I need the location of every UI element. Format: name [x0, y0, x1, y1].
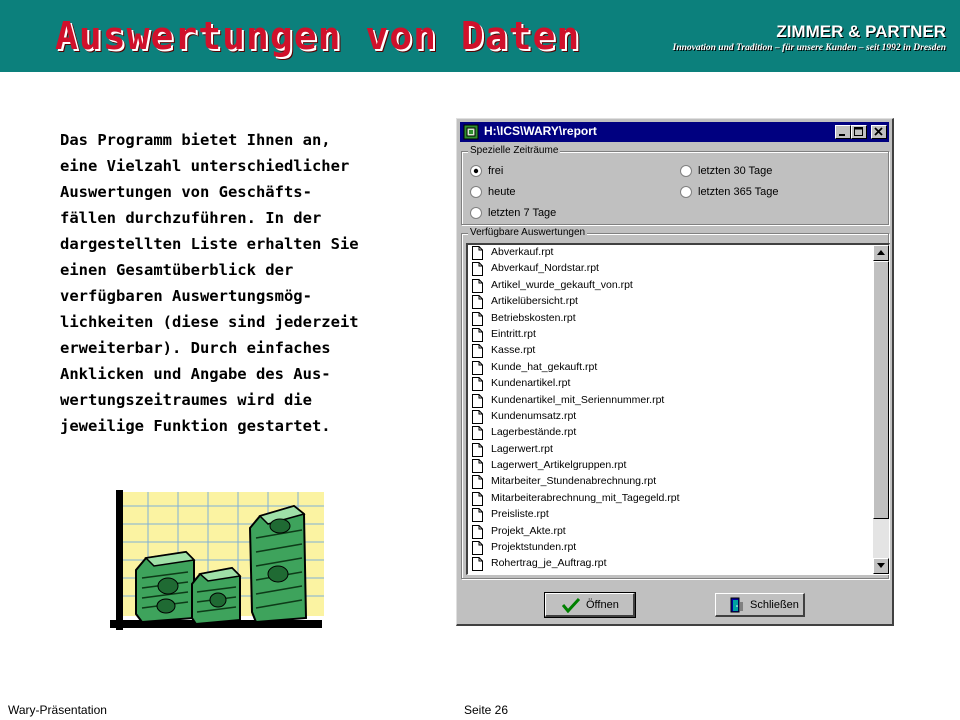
report-name: Mitarbeiterabrechnung_mit_Tagegeld.rpt [491, 491, 680, 504]
reports-group [461, 227, 889, 579]
maximize-button[interactable] [851, 125, 867, 139]
list-item[interactable] [470, 425, 874, 441]
list-item[interactable] [470, 245, 874, 261]
document-icon [472, 377, 483, 391]
document-icon [472, 508, 483, 522]
list-item[interactable] [470, 442, 874, 458]
radio-unchecked-icon [470, 207, 482, 219]
radio-label: letzten 30 Tage [698, 165, 773, 177]
door-icon [728, 597, 744, 613]
company-slogan: Innovation und Tradition – für unsere Kunden – seit 1992 in Dresden [672, 43, 946, 53]
intro-text [60, 127, 405, 439]
list-item[interactable] [470, 491, 874, 507]
report-name: Artikel_wurde_gekauft_von.rpt [491, 278, 633, 291]
report-dialog [456, 118, 894, 626]
report-name: Mitarbeiter_Stundenabrechnung.rpt [491, 475, 657, 488]
minimize-button[interactable] [835, 125, 851, 139]
report-name: Preisliste.rpt [491, 508, 549, 521]
dialog-title: H:\ICS\WARY\report [484, 124, 597, 138]
minimize-icon [838, 127, 848, 137]
radio-unchecked-icon [680, 186, 692, 198]
checkmark-icon [562, 597, 580, 613]
document-icon [472, 295, 483, 309]
list-item[interactable] [470, 474, 874, 490]
intro-line: einen Gesamtüberblick der [60, 261, 294, 279]
list-item[interactable] [470, 327, 874, 343]
list-item[interactable] [470, 294, 874, 310]
intro-line: dargestellten Liste erhalten Sie [60, 235, 359, 253]
radio-unchecked-icon [680, 165, 692, 177]
list-item[interactable] [470, 393, 874, 409]
document-icon [472, 475, 483, 489]
timeframe-group [461, 145, 889, 225]
company-branding [673, 22, 946, 53]
report-name: Kundenartikel.rpt [491, 377, 571, 390]
vertical-scrollbar[interactable] [873, 245, 889, 574]
document-icon [472, 525, 483, 539]
intro-line: wertungszeitraumes wird die [60, 391, 312, 409]
report-name: Abverkauf_Nordstar.rpt [491, 262, 599, 275]
document-icon [472, 328, 483, 342]
list-item[interactable] [470, 507, 874, 523]
intro-line: Auswertungen von Geschäfts- [60, 183, 312, 201]
arrow-up-icon [877, 250, 885, 256]
close-button-label: Schließen [750, 599, 799, 611]
reports-group-label: Verfügbare Auswertungen [470, 227, 586, 238]
intro-line: lichkeiten (diese sind jederzeit [60, 313, 359, 331]
document-icon [472, 262, 483, 276]
timeframe-group-label: Spezielle Zeiträume [470, 145, 559, 156]
document-icon [472, 312, 483, 326]
list-item[interactable] [470, 278, 874, 294]
report-name: Rohertrag_je_Auftrag.rpt [491, 557, 607, 570]
dialog-titlebar[interactable] [460, 122, 889, 142]
report-name: Abverkauf.rpt [491, 246, 554, 258]
document-icon [472, 394, 483, 408]
radio-label: letzten 7 Tage [488, 207, 557, 219]
intro-line: Das Programm bietet Ihnen an, [60, 131, 331, 149]
list-item[interactable] [470, 343, 874, 359]
report-name: Betriebskosten.rpt [491, 311, 576, 324]
report-name: Kundenumsatz.rpt [491, 409, 577, 422]
document-icon [472, 279, 483, 293]
header-band [0, 0, 960, 72]
close-button[interactable] [715, 593, 805, 617]
document-icon [472, 426, 483, 440]
document-icon [472, 459, 483, 473]
slide-title: Auswertungen von Daten [55, 14, 581, 58]
arrow-down-icon [877, 563, 885, 569]
footer-presentation-name: Wary-Präsentation [8, 703, 107, 717]
document-icon [472, 541, 483, 555]
radio-label: heute [488, 186, 516, 198]
report-name: Eintritt.rpt [491, 327, 536, 340]
reports-listbox[interactable] [466, 243, 890, 575]
open-button-label: Öffnen [586, 599, 619, 611]
list-item[interactable] [470, 360, 874, 376]
radio-unchecked-icon [470, 186, 482, 198]
document-icon [472, 443, 483, 457]
intro-line: jeweilige Funktion gestartet. [60, 417, 331, 435]
radio-checked-icon [470, 165, 482, 177]
scroll-down-button[interactable] [873, 558, 889, 574]
report-name: Projektstunden.rpt [491, 541, 577, 554]
money-bar-chart-clipart [108, 488, 330, 636]
intro-line: Anklicken und Angabe des Aus- [60, 365, 331, 383]
report-name: Lagerwert_Artikelgruppen.rpt [491, 459, 627, 472]
radio-label: frei [488, 165, 504, 177]
document-icon [472, 361, 483, 375]
intro-line: verfügbaren Auswertungsmög- [60, 287, 312, 305]
report-name: Kunde_hat_gekauft.rpt [491, 360, 598, 373]
list-item[interactable] [470, 311, 874, 327]
scroll-up-button[interactable] [873, 245, 889, 261]
report-name: Lagerbestände.rpt [491, 426, 577, 439]
list-item[interactable] [470, 261, 874, 277]
app-icon [463, 124, 479, 140]
maximize-icon [854, 127, 864, 137]
list-item[interactable] [470, 556, 874, 572]
intro-line: fällen durchzuführen. In der [60, 209, 322, 227]
document-icon [472, 410, 483, 424]
scroll-thumb[interactable] [873, 261, 889, 519]
document-icon [472, 246, 483, 260]
report-name: Kasse.rpt [491, 344, 536, 357]
open-button[interactable] [545, 593, 635, 617]
document-icon [472, 557, 483, 571]
document-icon [472, 344, 483, 358]
reports-list [470, 245, 874, 573]
intro-line: erweiterbar). Durch einfaches [60, 339, 331, 357]
list-item[interactable] [470, 458, 874, 474]
report-name: Artikelübersicht.rpt [491, 295, 578, 308]
company-name: ZIMMER & PARTNER [776, 22, 946, 41]
intro-line: eine Vielzahl unterschiedlicher [60, 157, 350, 175]
list-item[interactable] [470, 409, 874, 425]
footer-page-number: Seite 26 [464, 703, 509, 717]
radio-label: letzten 365 Tage [698, 186, 779, 198]
close-icon [874, 127, 884, 137]
list-item[interactable] [470, 540, 874, 556]
report-name: Lagerwert.rpt [491, 442, 553, 455]
report-name: Projekt_Akte.rpt [491, 524, 566, 537]
list-item[interactable] [470, 376, 874, 392]
close-window-button[interactable] [871, 125, 887, 139]
document-icon [472, 492, 483, 506]
list-item[interactable] [470, 524, 874, 540]
report-name: Kundenartikel_mit_Seriennummer.rpt [491, 393, 665, 406]
